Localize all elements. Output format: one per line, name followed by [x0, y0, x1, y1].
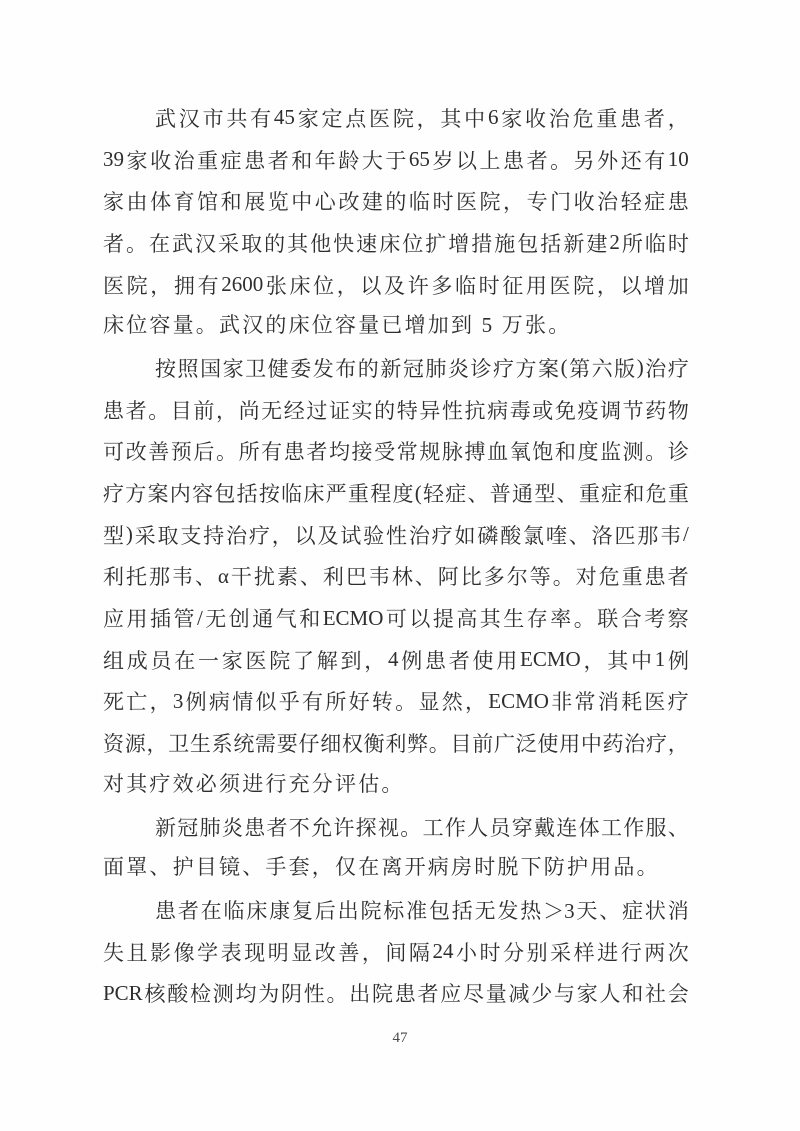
paragraph — [103, 97, 689, 347]
page-number: 47 — [392, 1030, 408, 1046]
text-line: 新 冠 肺 炎 患 者 不 允 许 探 视 。 工 作 人 员 穿 戴 连 体 工 作 服 、 — [155, 815, 689, 840]
text-line: 利 托 那 韦 、 α 干 扰 素 、 利 巴 韦 林 、 阿 比 多 尔 等 。 对 危 重 患 者 — [103, 563, 689, 590]
text-line: PCR 核 酸 检 测 均 为 阴 性 。 出 院 患 者 应 尽 量 减 少 与 家 人 和 社 会 — [103, 980, 689, 1007]
paragraph — [103, 347, 689, 806]
text-line: 医 院 ， 拥 有 2600 张 床 位 ， 以 及 许 多 临 时 征 用 医 院 ， 以 增 加 — [103, 272, 689, 298]
text-line: 患 者 在 临 床 康 复 后 出 院 标 准 包 括 无 发 热 ＞3 天 、 症 状 消 — [155, 898, 689, 923]
paragraph — [103, 889, 689, 1014]
text-line: 可 改 善 预 后 。 所 有 患 者 均 接 受 常 规 脉 搏 血 氧 饱 和 度 监 测 。 诊 — [103, 440, 689, 465]
text-line: 资 源 ， 卫 生 系 统 需 要 仔 细 权 衡 利 弊 。 目 前 广 泛 使 用 中 药 治 疗 ， — [103, 732, 689, 757]
text-block — [103, 97, 689, 1014]
text-line: 疗 方 案 内 容 包 括 按 临 床 严 重 程 度 ( 轻 症 、 普 通 型 、 重 症 和 危 重 — [103, 480, 689, 507]
text-line: 对其疗效必须进行充分评估。 — [103, 772, 405, 796]
text-line: 失 且 影 像 学 表 现 明 显 改 善 ， 间 隔 24 小 时 分 别 采 样 进 行 两 次 — [103, 939, 689, 965]
text-line: 39 家 收 治 重 症 患 者 和 年 龄 大 于 65 岁 以 上 患 者 。 另 外 还 有 10 — [103, 147, 689, 173]
paragraph — [103, 806, 689, 889]
text-line: 者 。 在 武 汉 采 取 的 其 他 快 速 床 位 扩 增 措 施 包 括 新 建 2 所 临 时 — [103, 230, 689, 256]
text-line: 组 成 员 在 一 家 医 院 了 解 到 ， 4 例 患 者 使 用 ECMO ， 其 中 1 例 — [103, 647, 689, 673]
text-line: 家 由 体 育 馆 和 展 览 中 心 改 建 的 临 时 医 院 ， 专 门 收 治 轻 症 患 — [103, 190, 689, 215]
text-line: 面罩、护目镜、手套，仅在离开病房时脱下防护用品。 — [103, 855, 660, 880]
text-line: 型 ) 采 取 支 持 治 疗 ， 以 及 试 验 性 治 疗 如 磷 酸 氯 喹 、 洛 匹 那 韦 / — [103, 522, 689, 548]
text-line: 患 者 。 目 前 ， 尚 无 经 过 证 实 的 特 异 性 抗 病 毒 或 免 疫 调 节 药 物 — [103, 398, 689, 423]
text-line: 按 照 国 家 卫 健 委 发 布 的 新 冠 肺 炎 诊 疗 方 案 ( 第 六 版 ) 治 疗 — [155, 355, 689, 381]
text-line: 床位容量。武汉的床位容量已增加到 5 万张。 — [103, 313, 572, 338]
text-line: 应 用 插 管 / 无 创 通 气 和 ECMO 可 以 提 高 其 生 存 率 。 联 合 考 察 — [103, 605, 689, 632]
text-line: 武 汉 市 共 有 45 家 定 点 医 院 ， 其 中 6 家 收 治 危 重 患 者 ， — [155, 105, 689, 131]
text-line: 死 亡 ， 3 例 病 情 似 乎 有 所 好 转 。 显 然 ， ECMO 非 常 消 耗 医 疗 — [103, 688, 689, 715]
